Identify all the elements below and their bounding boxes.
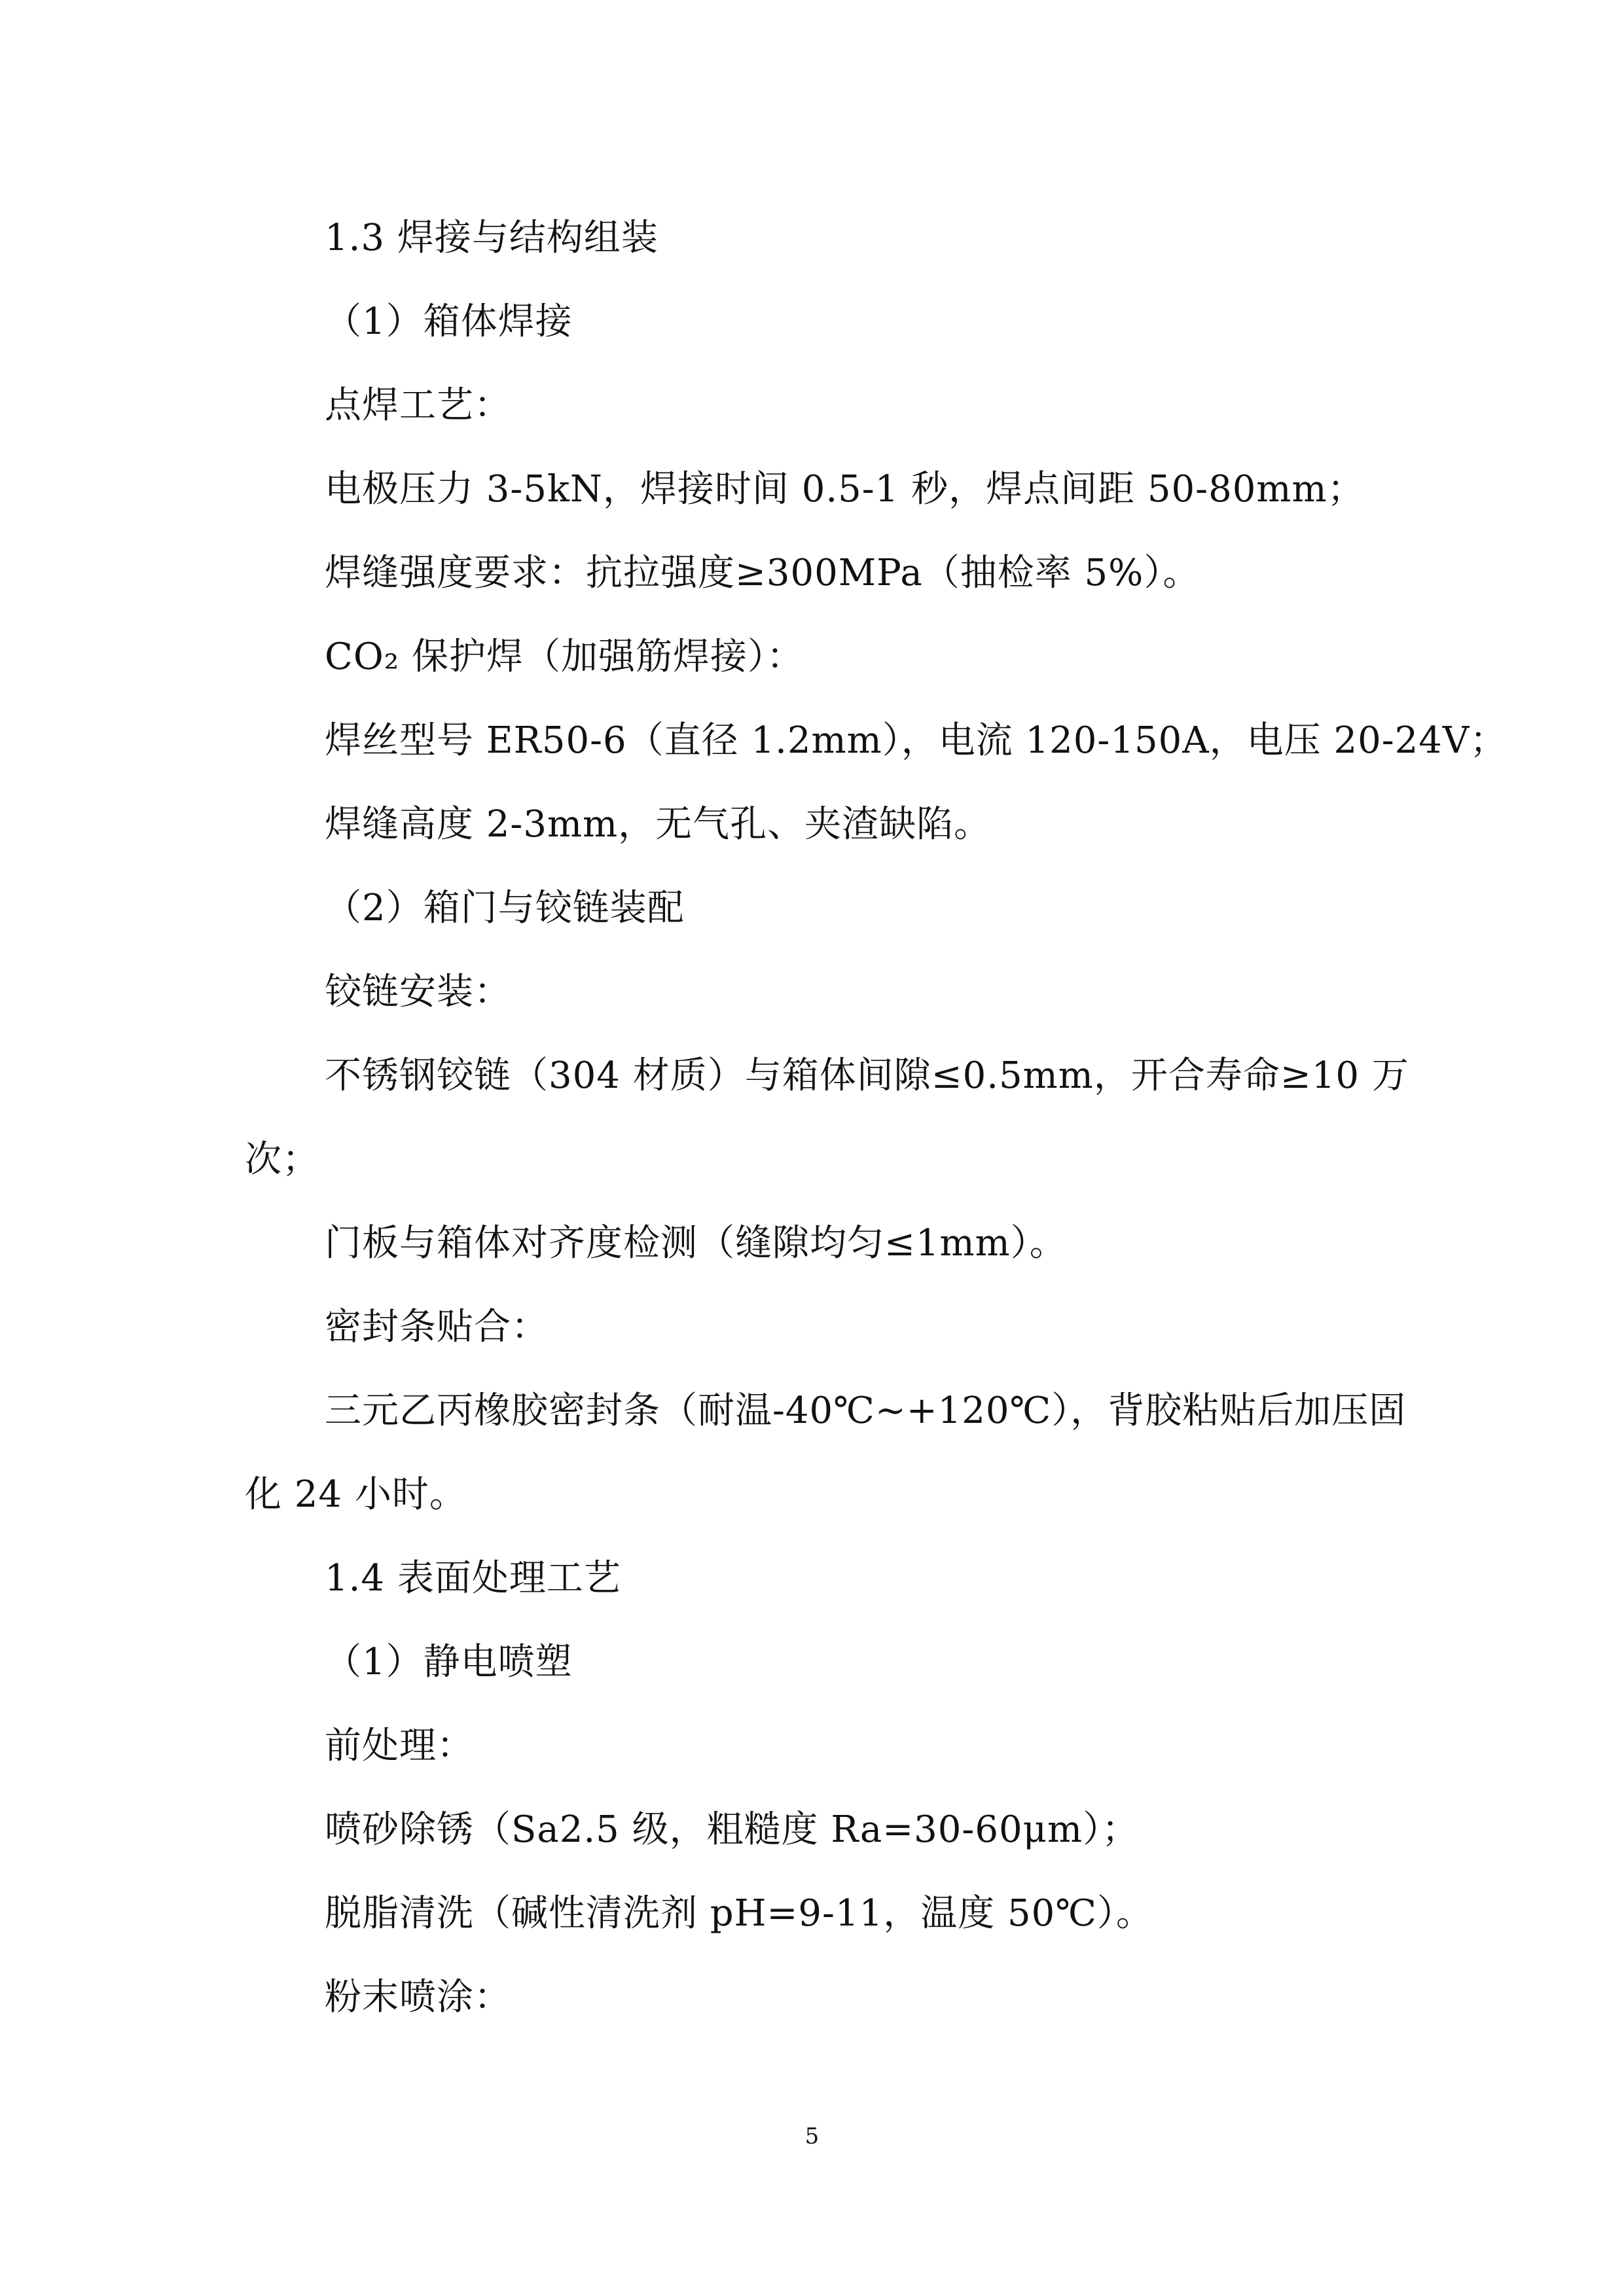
- paragraph-spot-welding-title: 点焊工艺：: [325, 384, 511, 427]
- paragraph-weld-strength: 焊缝强度要求：抗拉强度≥300MPa（抽检率 5%）。: [325, 552, 1200, 594]
- paragraph-hinge-install-title: 铰链安装：: [325, 971, 511, 1013]
- paragraph-powder-spraying-title: 粉末喷涂：: [325, 1976, 511, 2018]
- paragraph-degreasing: 脱脂清洗（碱性清洗剂 pH=9-11，温度 50℃）。: [325, 1892, 1153, 1935]
- subsection-heading-powder-coating: （1）静电喷塑: [325, 1641, 573, 1683]
- subsection-heading-box-welding: （1）箱体焊接: [325, 300, 573, 343]
- section-heading-1-4: 1.4 表面处理工艺: [325, 1557, 621, 1600]
- paragraph-door-alignment: 门板与箱体对齐度检测（缝隙均匀≤1mm）。: [325, 1222, 1067, 1265]
- paragraph-epdm-seal: 三元乙丙橡胶密封条（耐温-40℃~+120℃），背胶粘贴后加压固: [325, 1390, 1407, 1432]
- paragraph-hinge-gap-continued: 次；: [245, 1138, 319, 1181]
- page-number: 5: [804, 2123, 820, 2149]
- paragraph-hinge-gap: 不锈钢铰链（304 材质）与箱体间隙≤0.5mm，开合寿命≥10 万: [325, 1054, 1409, 1097]
- paragraph-pretreatment-title: 前处理：: [325, 1725, 474, 1767]
- paragraph-electrode-pressure: 电极压力 3-5kN，焊接时间 0.5-1 秒，焊点间距 50-80mm；: [325, 468, 1365, 511]
- paragraph-epdm-seal-continued: 化 24 小时。: [245, 1473, 467, 1516]
- paragraph-sandblasting: 喷砂除锈（Sa2.5 级，粗糙度 Ra=30-60μm）；: [325, 1808, 1140, 1851]
- paragraph-co2-welding-title: CO₂ 保护焊（加强筋焊接）：: [325, 636, 804, 678]
- subsection-heading-door-hinge: （2）箱门与铰链装配: [325, 887, 685, 929]
- paragraph-weld-height: 焊缝高度 2-3mm，无气孔、夹渣缺陷。: [325, 803, 992, 846]
- section-heading-1-3: 1.3 焊接与结构组装: [325, 217, 659, 259]
- paragraph-wire-type: 焊丝型号 ER50-6（直径 1.2mm），电流 120-150A，电压 20-24V；: [325, 719, 1507, 762]
- paragraph-seal-title: 密封条贴合：: [325, 1306, 549, 1348]
